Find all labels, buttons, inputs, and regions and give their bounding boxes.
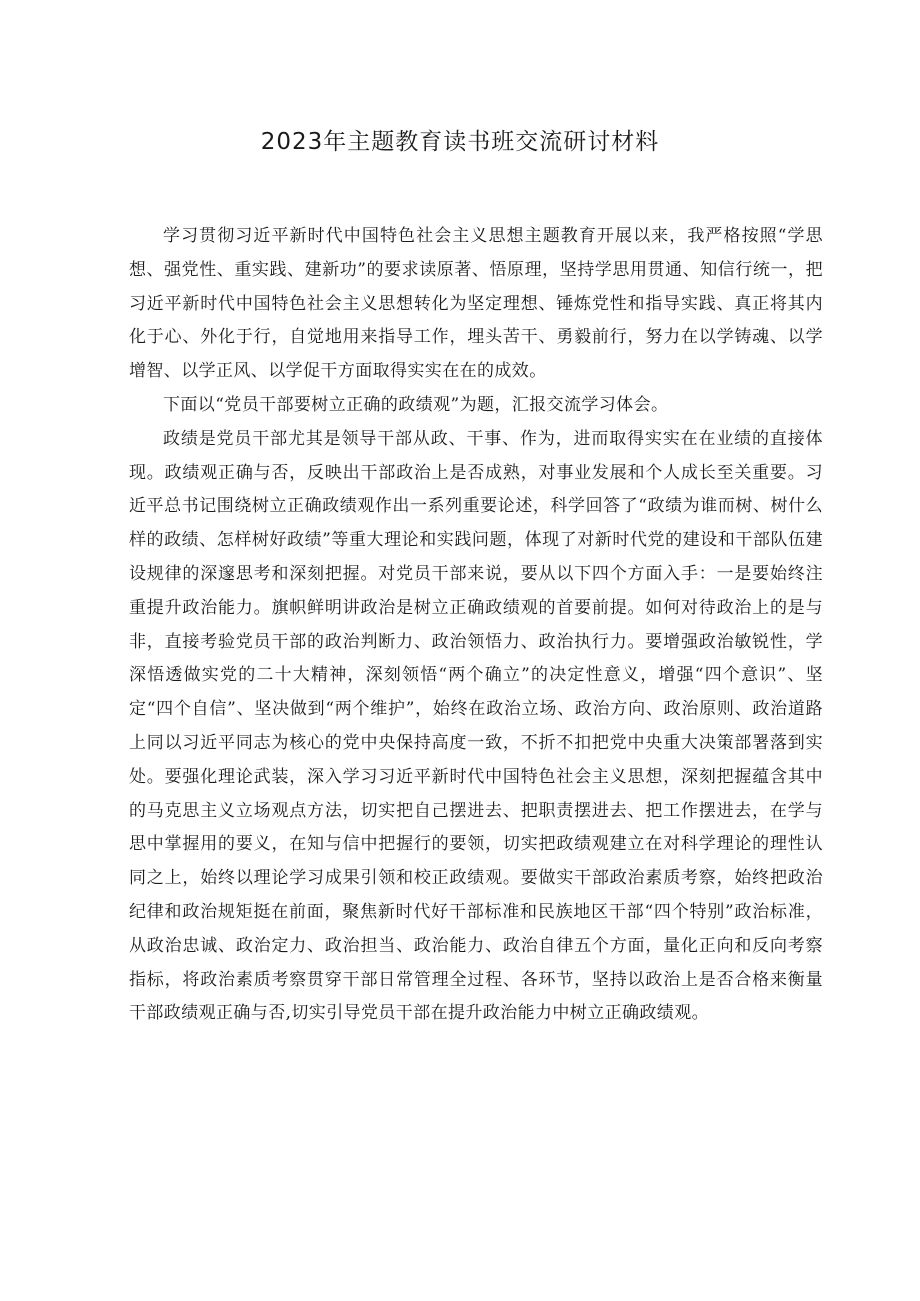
document-title: 2023年主题教育读书班交流研讨材料 — [260, 129, 660, 155]
paragraph-main: 政绩是党员干部尤其是领导干部从政、干事、作为，进而取得实实在在业绩的直接体现。政绩观正确与否，反映出干部政治上是否成熟，对事业发展和个人成长至关重要。习近平总书记围绕树立正确政绩观作出一系列重要论述，科学回答了“政绩为谁而树、树什么样的政绩、怎样树好政绩”等重大理论和实践问题，体现了对新时代党的建设和干部队伍建设规律的深邃思考和深刻把握。对党员干部来说，要从以下四个方面入手：一是要始终注重提升政治能力。旗帜鲜明讲政治是树立正确政绩观的首要前提。如何对待政治上的是与非，直接考验党员干部的政治判断力、政治领悟力、政治执行力。要增强政治敏锐性，学深悟透做实党的二十大精神，深刻领悟“两个确立”的决定性意义，增强“四个意识”、坚定“四个自信”、坚决做到“两个维护”，始终在政治立场、政治方向、政治原则、政治道路上同以习近平同志为核心的党中央保持高度一致，不折不扣把党中央重大决策部署落到实处。要强化理论武装，深入学习习近平新时代中国特色社会主义思想，深刻把握蕴含其中的马克思主义立场观点方法，切实把自己摆进去、把职责摆进去、把工作摆进去，在学与思中掌握用的要义，在知与信中把握行的要领，切实把政绩观建立在对科学理论的理性认同之上，始终以理论学习成果引领和校正政绩观。要做实干部政治素质考察，始终把政治纪律和政治规矩挺在前面，聚焦新时代好干部标准和民族地区干部“四个特别”政治标准，从政治忠诚、政治定力、政治担当、政治能力、政治自律五个方面，量化正向和反向考察指标，将政治素质考察贯穿干部日常管理全过程、各环节，坚持以政治上是否合格来衡量干部政绩观正确与否,切实引导党员干部在提升政治能力中树立正确政绩观。 — [129, 428, 823, 1024]
document-body — [129, 220, 823, 1031]
paragraph-topic: 下面以“党员干部要树立正确的政绩观”为题，汇报交流学习体会。 — [163, 394, 669, 415]
paragraph-intro: 学习贯彻习近平新时代中国特色社会主义思想主题教育开展以来，我严格按照“学思想、强党性、重实践、建新功”的要求读原著、悟原理，坚持学思用贯通、知信行统一，把习近平新时代中国特色社会主义思想转化为坚定理想、锤炼党性和指导实践、真正将其内化于心、外化于行，自觉地用来指导工作，埋头苦干、勇毅前行，努力在以学铸魂、以学增智、以学正风、以学促干方面取得实实在在的成效。 — [129, 226, 823, 382]
